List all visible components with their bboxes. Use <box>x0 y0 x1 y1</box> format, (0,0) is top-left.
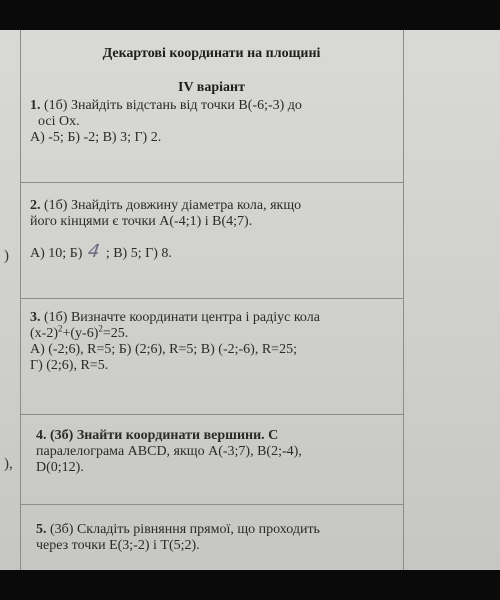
task-1-number: 1. <box>30 98 41 113</box>
task-3-equation <box>30 323 320 342</box>
task-4-question-cont: паралелограма ABCD, якщо A(-3;7), B(2;-4), <box>36 444 302 459</box>
eq-part-3: =25. <box>102 326 129 341</box>
task-5 <box>36 522 320 554</box>
task-2 <box>30 198 301 262</box>
task-1 <box>30 98 302 146</box>
worksheet-page <box>0 30 500 570</box>
task-2-number: 2. <box>30 198 41 213</box>
eq-part-2: +(y-6) <box>62 326 99 341</box>
divider-1 <box>20 182 403 183</box>
eq-exponent-1: 2 <box>58 323 63 334</box>
task-4-question: (3б) Знайти координати вершини. С <box>50 428 279 443</box>
left-margin-line <box>20 30 21 570</box>
task-2-question-cont: його кінцями є точки A(-4;1) і B(4;7). <box>30 214 253 229</box>
divider-4 <box>20 504 403 505</box>
eq-part-1: (x-2) <box>30 326 58 341</box>
task-3-question: (1б) Визначте координати центра і радіус кола <box>44 310 320 325</box>
task-3-number: 3. <box>30 310 41 325</box>
variant-label: IV варіант <box>178 80 245 95</box>
divider-3 <box>20 414 403 415</box>
task-4-question-cont2: D(0;12). <box>36 460 84 475</box>
task-2-answers-b: ; В) 5; Г) 8. <box>105 246 172 261</box>
task-1-question-cont: осі Ox. <box>38 114 80 129</box>
margin-mark-1: ) <box>4 248 9 264</box>
page-title: Декартові координати на площині <box>102 46 321 61</box>
task-4-number: 4. <box>36 428 47 443</box>
task-1-question: (1б) Знайдіть відстань від точки B(-6;-3) до <box>44 98 302 113</box>
task-4 <box>36 428 302 476</box>
task-5-question-cont: через точки E(3;-2) і T(5;2). <box>36 538 200 553</box>
task-3-answers-1: А) (-2;6), R=5; Б) (2;6), R=5; В) (-2;-6), R=25; <box>30 342 297 357</box>
margin-mark-2: ), <box>4 456 13 472</box>
task-1-answers: А) -5; Б) -2; В) 3; Г) 2. <box>30 130 162 145</box>
right-margin-line <box>403 30 404 570</box>
task-5-number: 5. <box>36 522 47 537</box>
eq-exponent-2: 2 <box>98 323 103 334</box>
task-2-answers-a: А) 10; Б) <box>30 246 83 261</box>
task-5-question: (3б) Складіть рівняння прямої, що проходить <box>50 522 320 537</box>
task-3 <box>30 310 320 374</box>
task-2-question: (1б) Знайдіть довжину діаметра кола, якщо <box>44 198 302 213</box>
task-3-answers-2: Г) (2;6), R=5. <box>30 358 109 373</box>
divider-2 <box>20 298 403 299</box>
handwritten-answer: 4 <box>86 241 102 262</box>
